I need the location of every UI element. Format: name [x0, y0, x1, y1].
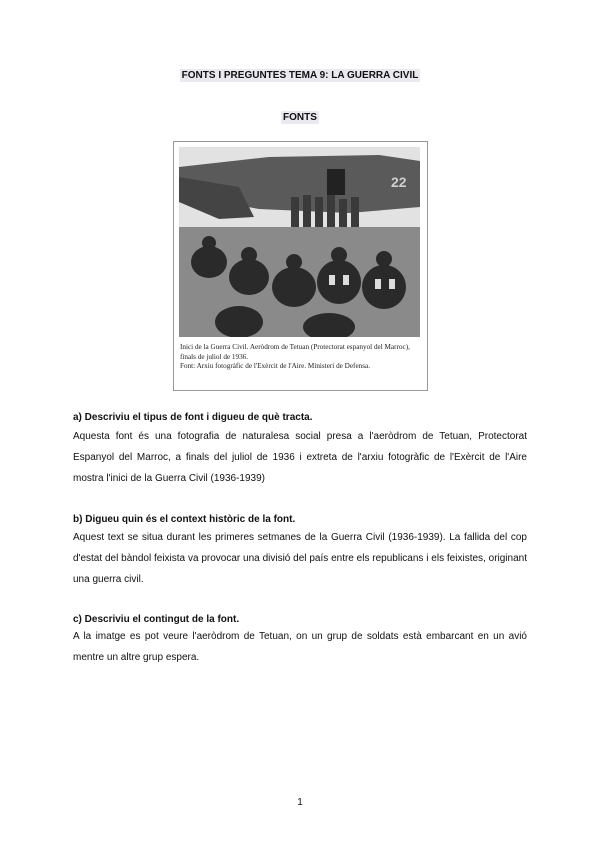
photo-caption: Inici de la Guerra Civil. Aeròdrom de Tetuan (Protectorat espanyol del Marroc), finals de juliol de 1936. Font: Arxiu fotogràfic de l'Exèrcit de l'Aire. Ministeri de Defensa. — [180, 343, 410, 370]
question-b-heading: b) Digueu quin és el context històric de la font. — [73, 514, 296, 525]
photo-illustration — [179, 147, 420, 337]
question-b-answer: Aquest text se situa durant les primeres setmanes de la Guerra Civil (1936-1939). La fallida del cop d'estat del bàndol feixista va provocar una divisió del país entre els republicans i els feixistes, originant una guerra civil. — [73, 532, 527, 585]
document-title: FONTS I PREGUNTES TEMA 9: LA GUERRA CIVIL — [181, 70, 419, 81]
photo-airfield-soldiers — [179, 147, 420, 337]
svg-text:22: 22 — [391, 174, 407, 190]
question-a-answer: Aquesta font és una fotografia de naturalesa social presa a l'aeròdrom de Tetuan, Protectorat Espanyol del Marroc, a finals del juliol de 1936 i extreta de l'arxiu fotogràfic de l'Exèrcit de l'Aire mostra l'inici de la Guerra Civil (1936-1939) — [73, 431, 527, 484]
historical-photo-figure — [173, 141, 428, 391]
question-c-answer: A la imatge es pot veure l'aeròdrom de Tetuan, on un grup de soldats està embarcant en un avió mentre un altre grup espera. — [73, 631, 527, 663]
question-a-heading: a) Descriviu el tipus de font i digueu de què tracta. — [73, 412, 313, 423]
question-c-heading: c) Descriviu el contingut de la font. — [73, 614, 240, 625]
section-heading-fonts: FONTS — [283, 112, 317, 123]
page-number: 1 — [297, 797, 303, 808]
